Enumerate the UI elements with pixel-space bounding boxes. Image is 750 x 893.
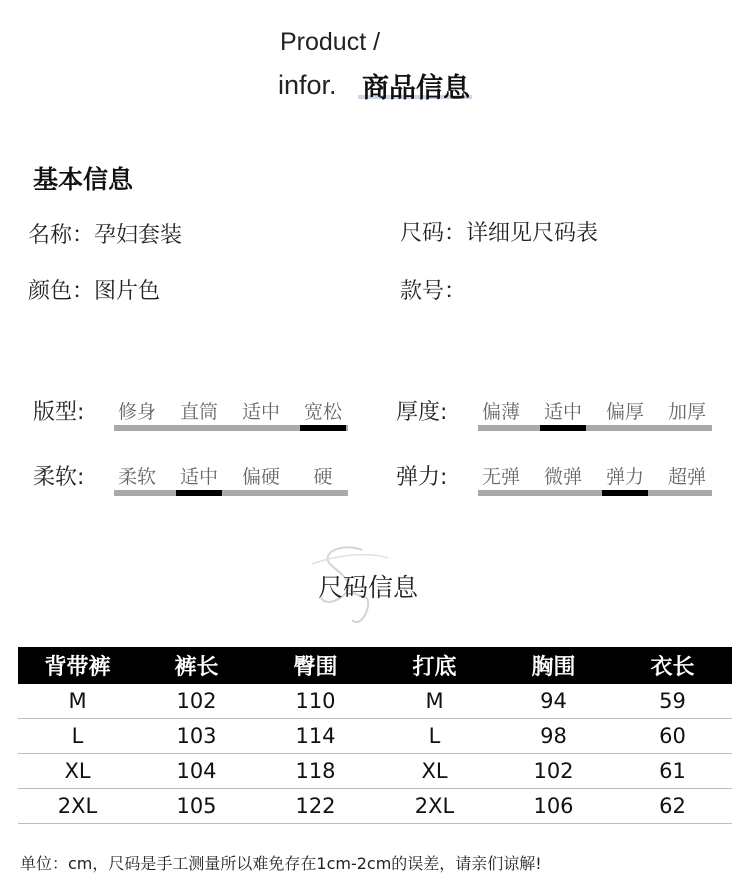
attribute-option: 修身 <box>117 401 156 423</box>
table-cell: 114 <box>295 724 336 748</box>
product-name: 名称：孕妇套装 <box>28 223 183 248</box>
size-table-header <box>18 647 732 684</box>
table-cell: 62 <box>659 794 686 818</box>
table-row <box>18 684 732 719</box>
attribute-label: 弹力: <box>396 465 448 490</box>
attribute-track <box>114 490 348 496</box>
product-size: 尺码：详细见尺码表 <box>400 221 599 246</box>
table-cell: 102 <box>176 689 217 713</box>
table-cell: 104 <box>176 759 217 783</box>
attribute-track <box>478 490 712 496</box>
header-cell: 臀围 <box>293 655 338 680</box>
measurement-note: 单位：cm，尺码是手工测量所以难免存在1cm-2cm的误差，请亲们谅解! <box>20 854 542 873</box>
header-cell: 裤长 <box>174 655 219 680</box>
table-cell: 122 <box>295 794 336 818</box>
table-cell: 103 <box>176 724 217 748</box>
attribute-label: 厚度: <box>396 400 448 425</box>
table-cell: 98 <box>540 724 567 748</box>
table-cell: XL <box>64 759 91 783</box>
attribute-option: 偏薄 <box>481 401 520 423</box>
table-cell: 110 <box>295 689 336 713</box>
table-cell: XL <box>421 759 448 783</box>
attribute-label: 版型: <box>33 400 85 425</box>
table-cell: 102 <box>533 759 574 783</box>
attribute-option: 弹力 <box>605 466 644 488</box>
table-cell: 61 <box>659 759 686 783</box>
attribute-option: 适中 <box>179 466 218 488</box>
attribute-option: 超弹 <box>667 466 706 488</box>
header-subtitle-en: infor. <box>278 70 337 100</box>
basic-info-title: 基本信息 <box>33 165 134 194</box>
attribute-option: 无弹 <box>481 466 520 488</box>
attribute-option: 宽松 <box>303 401 342 423</box>
table-cell: M <box>68 689 87 713</box>
attribute-option: 微弹 <box>543 466 582 488</box>
table-row <box>18 789 732 824</box>
size-table <box>18 647 732 824</box>
table-cell: 60 <box>659 724 686 748</box>
product-color: 颜色：图片色 <box>28 279 161 304</box>
table-cell: 106 <box>533 794 574 818</box>
attribute-option: 偏厚 <box>605 401 644 423</box>
table-row <box>18 719 732 754</box>
header-cell: 衣长 <box>650 655 695 680</box>
table-cell: 59 <box>659 689 686 713</box>
attribute-option: 偏硬 <box>241 466 280 488</box>
attribute-option: 加厚 <box>667 401 706 423</box>
attribute-selected-marker <box>602 490 648 496</box>
attribute-label: 柔软: <box>33 465 85 490</box>
attribute-track <box>478 425 712 431</box>
attribute-option: 硬 <box>313 466 333 488</box>
table-cell: M <box>425 689 444 713</box>
attribute-option: 柔软 <box>117 466 156 488</box>
attribute-selected-marker <box>540 425 586 431</box>
size-info-title: 尺码信息 <box>318 573 419 602</box>
attribute-selected-marker <box>300 425 346 431</box>
table-cell: L <box>428 724 441 748</box>
table-row <box>18 754 732 789</box>
table-cell: L <box>71 724 84 748</box>
header-cell: 背带裤 <box>44 655 111 680</box>
header-title-cn: 商品信息 <box>362 73 470 104</box>
header-title-en: Product / <box>280 28 381 56</box>
attribute-option: 适中 <box>241 401 280 423</box>
header-cell: 胸围 <box>531 655 576 680</box>
attribute-selected-marker <box>176 490 222 496</box>
product-style-no: 款号： <box>400 279 467 304</box>
table-cell: 2XL <box>414 794 455 818</box>
table-cell: 118 <box>295 759 336 783</box>
attribute-option: 适中 <box>543 401 582 423</box>
attribute-option: 直筒 <box>179 401 218 423</box>
header-cell: 打底 <box>412 655 457 680</box>
table-cell: 2XL <box>57 794 98 818</box>
table-cell: 105 <box>176 794 217 818</box>
table-cell: 94 <box>540 689 567 713</box>
